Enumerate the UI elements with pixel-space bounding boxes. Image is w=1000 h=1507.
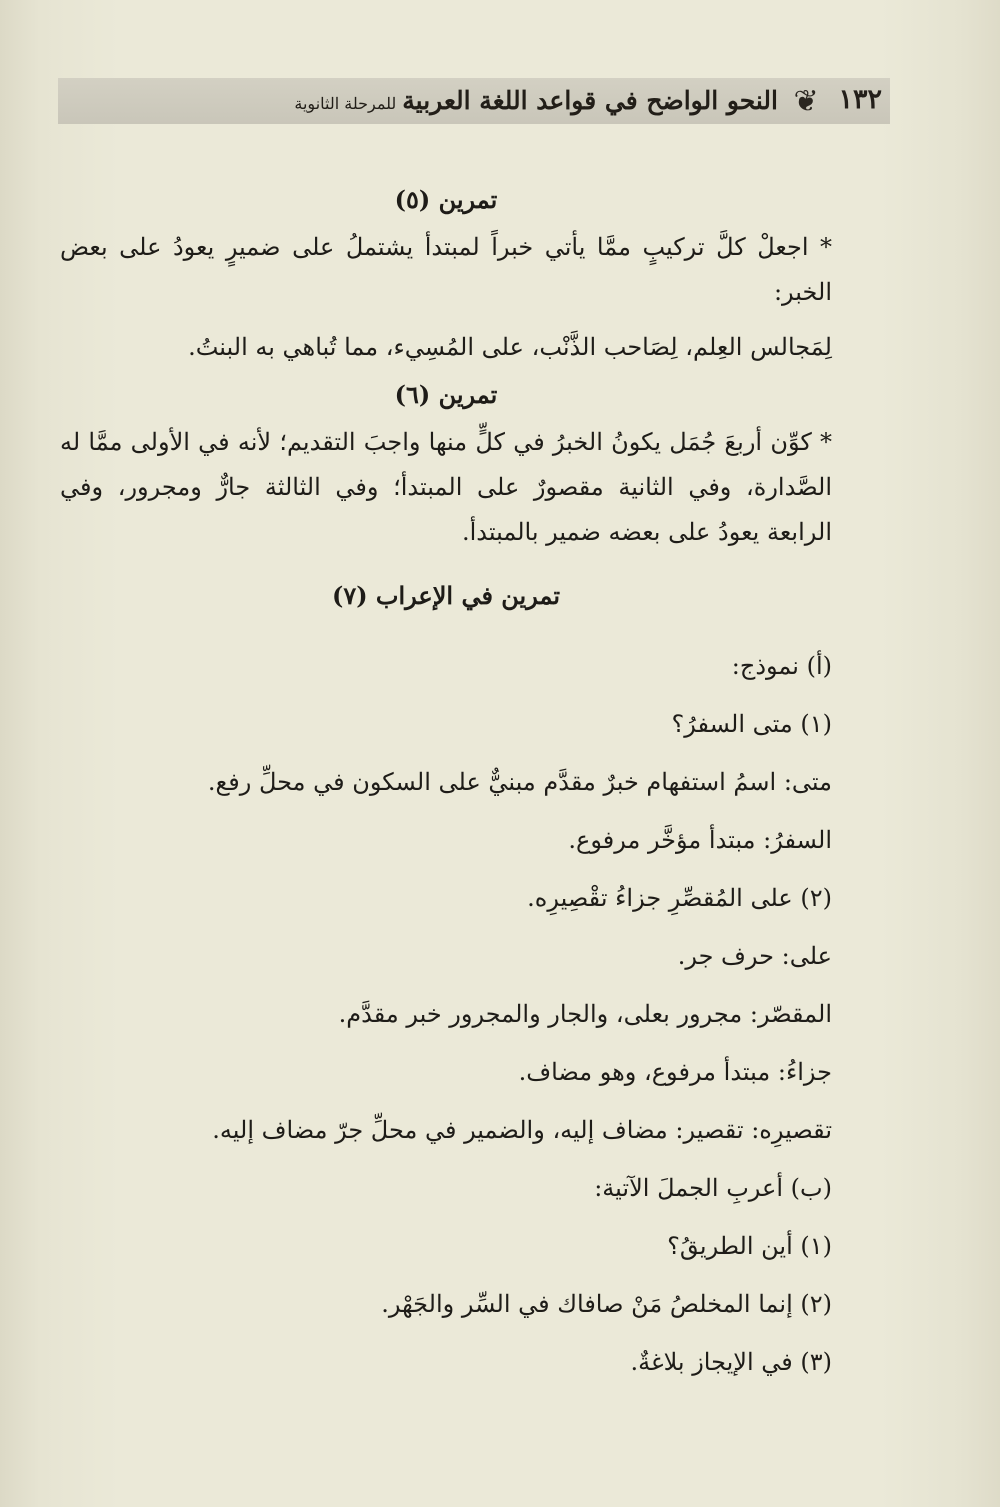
exercise-5-instruction: * اجعلْ كلَّ تركيبٍ ممَّا يأتي خبراً لمبتدأ يشتملُ على ضميرٍ يعودُ على بعض الخبر: xyxy=(60,233,833,306)
spacer xyxy=(60,315,832,325)
exercise-7-line: (٢) على المُقصِّرِ جزاءُ تقْصِيرِه. xyxy=(527,884,832,912)
exercise-7-heading: تمرين في الإعراب (٧) xyxy=(331,581,561,610)
exercise-7-line: (أ) نموذج: xyxy=(731,652,832,680)
exercise-7-line: متى: اسمُ استفهام خبرٌ مقدَّم مبنيٌّ على السكون في محلِّ رفع. xyxy=(207,768,832,796)
exercise-7-line: (ب) أعربِ الجملَ الآتية: xyxy=(594,1174,832,1202)
exercise-7-line: المقصّر: مجرور بعلى، والجار والمجرور خبر مقدَّم. xyxy=(338,1000,832,1028)
running-header xyxy=(58,78,890,124)
page-body xyxy=(60,175,832,1391)
exercise-7-line: السفرُ: مبتدأ مؤخَّر مرفوع. xyxy=(568,826,832,854)
page-number: ١٣٢ xyxy=(838,84,882,115)
exercise-5-heading: تمرين (٥) xyxy=(394,185,498,214)
exercise-7-line: جزاءُ: مبتدأ مرفوع، وهو مضاف. xyxy=(518,1058,832,1086)
book-subtitle: للمرحلة الثانوية xyxy=(294,94,397,113)
exercise-6-text: * كوِّن أربعَ جُمَل يكونُ الخبرُ في كلٍّ منها واجبَ التقديم؛ لأنه في الأولى ممَّا له الصَّدارة، وفي الثانية مقصورٌ على المبتدأ؛ وفي الثالثة جارٌّ ومجرور، وفي الرابعة يعودُ على بعضه ضمير بالمبتدأ. xyxy=(60,428,832,546)
book-title-text: النحو الواضح في قواعد اللغة العربية xyxy=(402,86,778,115)
spacer xyxy=(60,555,832,571)
book-title xyxy=(294,86,778,115)
exercise-5-items: لِمَجالس العِلم، لِصَاحب الذَّنْب، على المُسِيء، مما تُباهي به البنتُ. xyxy=(188,333,832,361)
spacer xyxy=(60,621,832,637)
exercise-7-line: (١) أين الطريقُ؟ xyxy=(667,1232,832,1260)
ornament-icon: ❦ xyxy=(793,83,819,119)
exercise-7-line: على: حرف جر. xyxy=(677,942,832,970)
exercise-7-line: تقصيرِه: تقصير: مضاف إليه، والضمير في محلِّ جرّ مضاف إليه. xyxy=(212,1116,832,1144)
exercise-7-line: (٣) في الإيجاز بلاغةٌ. xyxy=(630,1348,832,1376)
exercise-7-line: (١) متى السفرُ؟ xyxy=(671,710,832,738)
exercise-6-heading: تمرين (٦) xyxy=(394,380,498,409)
exercise-7-line: (٢) إنما المخلصُ مَنْ صافاك في السِّر والجَهْر. xyxy=(381,1290,832,1318)
